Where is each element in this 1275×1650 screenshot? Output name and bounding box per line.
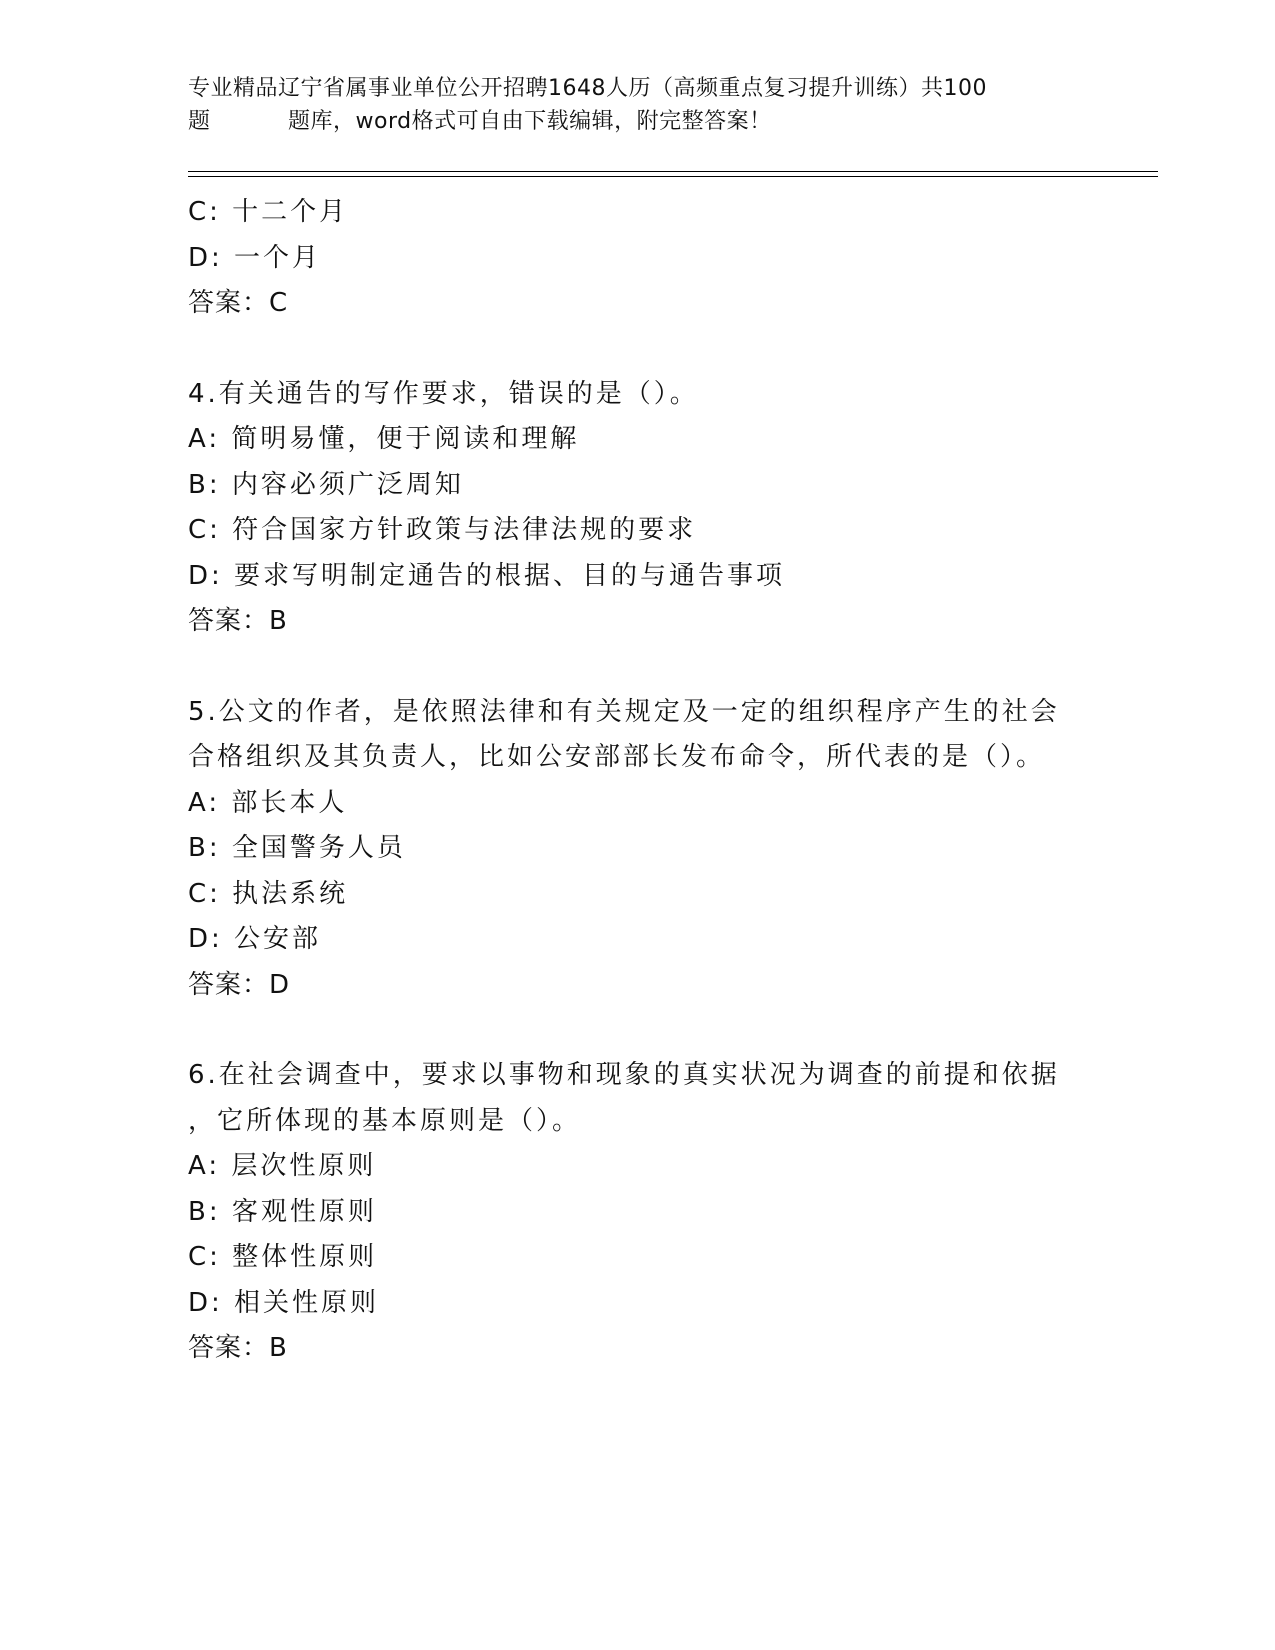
question-4 <box>188 372 1088 645</box>
header-title-line-2 <box>188 105 1068 138</box>
header-line-2-lead: 题 <box>188 109 211 134</box>
spacer <box>188 327 1088 372</box>
question-stem: 4.有关通告的写作要求，错误的是（）。 <box>188 378 699 409</box>
spacer <box>188 1008 1088 1053</box>
question-stem: 5.公文的作者，是依照法律和有关规定及一定的组织程序产生的社会 <box>188 696 1060 727</box>
option-line: A: 简明易懂，便于阅读和理解 <box>188 424 580 454</box>
answer-line: 答案：B <box>188 1333 288 1363</box>
option-line: C: 执法系统 <box>188 878 349 909</box>
question-stem: 合格组织及其负责人，比如公安部部长发布命令，所代表的是（）。 <box>188 742 1046 772</box>
header-title-line-1: 专业精品辽宁省属事业单位公开招聘1648人历（高频重点复习提升训练）共100 <box>188 76 987 101</box>
header-line-2-text: 题库，word格式可自由下载编辑，附完整答案！ <box>288 109 772 134</box>
option-line: B: 内容必须广泛周知 <box>188 469 464 500</box>
answer-line: 答案：B <box>188 606 288 636</box>
option-line: B: 全国警务人员 <box>188 833 406 863</box>
option-line: A: 层次性原则 <box>188 1151 377 1181</box>
option-line: B: 客观性原则 <box>188 1196 377 1227</box>
option-line: A: 部长本人 <box>188 787 348 818</box>
option-line: D: 要求写明制定通告的根据、目的与通告事项 <box>188 560 786 591</box>
option-line: C: 整体性原则 <box>188 1242 378 1272</box>
option-line: C: 符合国家方针政策与法律法规的要求 <box>188 515 697 545</box>
option-line: D: 一个月 <box>188 242 322 273</box>
question-fragment <box>188 190 1088 327</box>
document-header <box>188 72 1068 138</box>
header-rule-bottom <box>188 176 1158 177</box>
question-stem: 6.在社会调查中，要求以事物和现象的真实状况为调查的前提和依据 <box>188 1060 1060 1090</box>
option-line: D: 相关性原则 <box>188 1287 380 1318</box>
answer-line: 答案：C <box>188 288 289 318</box>
option-line: C: 十二个月 <box>188 197 349 227</box>
answer-line: 答案：D <box>188 969 291 1000</box>
option-line: D: 公安部 <box>188 924 322 954</box>
header-rule-top <box>188 171 1158 172</box>
question-5 <box>188 690 1088 1009</box>
question-stem: ，它所体现的基本原则是（）。 <box>188 1105 582 1136</box>
question-content <box>188 190 1088 1372</box>
spacer <box>188 645 1088 690</box>
question-6 <box>188 1053 1088 1372</box>
